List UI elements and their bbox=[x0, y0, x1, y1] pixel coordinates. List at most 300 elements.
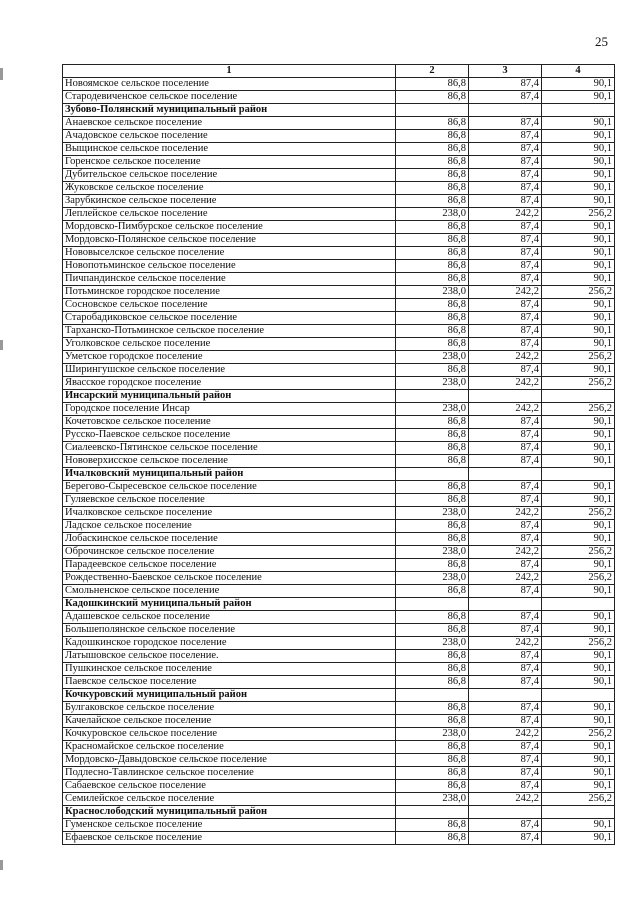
value-col-3: 87,4 bbox=[469, 819, 542, 832]
table-row bbox=[63, 585, 615, 598]
value-col-2: 238,0 bbox=[396, 572, 469, 585]
value-col-2: 86,8 bbox=[396, 143, 469, 156]
value-col-2: 238,0 bbox=[396, 637, 469, 650]
allocation-table bbox=[62, 64, 615, 845]
settlement-name: Булгаковское сельское поселение bbox=[63, 702, 396, 715]
value-col-2: 86,8 bbox=[396, 195, 469, 208]
value-col-4: 90,1 bbox=[542, 260, 615, 273]
value-col-2: 86,8 bbox=[396, 715, 469, 728]
value-col-2: 86,8 bbox=[396, 260, 469, 273]
table-row bbox=[63, 637, 615, 650]
table-row bbox=[63, 676, 615, 689]
settlement-name: Выщинское сельское поселение bbox=[63, 143, 396, 156]
table-row bbox=[63, 325, 615, 338]
settlement-name: Зарубкинское сельское поселение bbox=[63, 195, 396, 208]
value-col-2 bbox=[396, 390, 469, 403]
settlement-name: Рождественно-Баевское сельское поселение bbox=[63, 572, 396, 585]
value-col-2: 86,8 bbox=[396, 156, 469, 169]
value-col-2: 238,0 bbox=[396, 377, 469, 390]
settlement-name: Мордовско-Давыдовское сельское поселение bbox=[63, 754, 396, 767]
value-col-4: 90,1 bbox=[542, 312, 615, 325]
settlement-name: Стародевиченское сельское поселение bbox=[63, 91, 396, 104]
settlement-name: Паевское сельское поселение bbox=[63, 676, 396, 689]
table-row bbox=[63, 559, 615, 572]
value-col-4: 256,2 bbox=[542, 377, 615, 390]
value-col-4: 90,1 bbox=[542, 247, 615, 260]
settlement-name: Явасское городское поселение bbox=[63, 377, 396, 390]
value-col-4: 256,2 bbox=[542, 208, 615, 221]
table-row bbox=[63, 143, 615, 156]
district-header-row bbox=[63, 390, 615, 403]
settlement-name: Ширингушское сельское поселение bbox=[63, 364, 396, 377]
value-col-3: 87,4 bbox=[469, 195, 542, 208]
table-row bbox=[63, 611, 615, 624]
table-row bbox=[63, 286, 615, 299]
value-col-4: 90,1 bbox=[542, 663, 615, 676]
value-col-2: 86,8 bbox=[396, 702, 469, 715]
settlement-name: Сабаевское сельское поселение bbox=[63, 780, 396, 793]
value-col-3: 87,4 bbox=[469, 754, 542, 767]
value-col-3: 87,4 bbox=[469, 78, 542, 91]
value-col-2 bbox=[396, 689, 469, 702]
value-col-2: 238,0 bbox=[396, 728, 469, 741]
value-col-3: 87,4 bbox=[469, 364, 542, 377]
table-row bbox=[63, 819, 615, 832]
settlement-name: Смольненское сельское поселение bbox=[63, 585, 396, 598]
table-row bbox=[63, 702, 615, 715]
value-col-4: 90,1 bbox=[542, 429, 615, 442]
table-row bbox=[63, 455, 615, 468]
settlement-name: Парадеевское сельское поселение bbox=[63, 559, 396, 572]
value-col-3: 87,4 bbox=[469, 611, 542, 624]
settlement-name: Латышовское сельское поселение. bbox=[63, 650, 396, 663]
settlement-name: Ладское сельское поселение bbox=[63, 520, 396, 533]
value-col-2: 238,0 bbox=[396, 793, 469, 806]
value-col-3: 87,4 bbox=[469, 130, 542, 143]
table-row bbox=[63, 442, 615, 455]
settlement-name: Старобадиковское сельское поселение bbox=[63, 312, 396, 325]
value-col-3: 242,2 bbox=[469, 507, 542, 520]
table-row bbox=[63, 299, 615, 312]
settlement-name: Зубово-Полянский муниципальный район bbox=[63, 104, 396, 117]
settlement-name: Городское поселение Инсар bbox=[63, 403, 396, 416]
value-col-3: 87,4 bbox=[469, 494, 542, 507]
value-col-4: 90,1 bbox=[542, 481, 615, 494]
value-col-2: 86,8 bbox=[396, 234, 469, 247]
value-col-3: 87,4 bbox=[469, 676, 542, 689]
table-row bbox=[63, 572, 615, 585]
value-col-2: 86,8 bbox=[396, 78, 469, 91]
value-col-3: 87,4 bbox=[469, 260, 542, 273]
value-col-3: 87,4 bbox=[469, 650, 542, 663]
table-body bbox=[63, 78, 615, 845]
value-col-4: 256,2 bbox=[542, 507, 615, 520]
table-row bbox=[63, 780, 615, 793]
value-col-2: 86,8 bbox=[396, 520, 469, 533]
table-row bbox=[63, 130, 615, 143]
value-col-4: 90,1 bbox=[542, 169, 615, 182]
table-row bbox=[63, 338, 615, 351]
value-col-2 bbox=[396, 806, 469, 819]
value-col-4: 256,2 bbox=[542, 351, 615, 364]
settlement-name: Тарханско-Потьминское сельское поселение bbox=[63, 325, 396, 338]
table-row bbox=[63, 741, 615, 754]
value-col-2: 86,8 bbox=[396, 780, 469, 793]
table-row bbox=[63, 91, 615, 104]
table-row bbox=[63, 169, 615, 182]
header-col-4: 4 bbox=[542, 65, 615, 78]
scan-mark bbox=[0, 340, 3, 350]
value-col-4: 90,1 bbox=[542, 520, 615, 533]
table-row bbox=[63, 156, 615, 169]
value-col-2: 86,8 bbox=[396, 611, 469, 624]
settlement-name: Ичалковское сельское поселение bbox=[63, 507, 396, 520]
district-header-row bbox=[63, 104, 615, 117]
value-col-4: 90,1 bbox=[542, 780, 615, 793]
value-col-3: 87,4 bbox=[469, 312, 542, 325]
value-col-4 bbox=[542, 104, 615, 117]
value-col-2: 86,8 bbox=[396, 585, 469, 598]
value-col-4: 90,1 bbox=[542, 299, 615, 312]
value-col-3: 87,4 bbox=[469, 715, 542, 728]
value-col-2: 86,8 bbox=[396, 221, 469, 234]
scan-mark bbox=[0, 860, 3, 870]
value-col-3: 87,4 bbox=[469, 273, 542, 286]
table-row bbox=[63, 507, 615, 520]
value-col-3: 87,4 bbox=[469, 299, 542, 312]
value-col-4: 90,1 bbox=[542, 78, 615, 91]
value-col-4: 90,1 bbox=[542, 676, 615, 689]
value-col-4: 90,1 bbox=[542, 416, 615, 429]
settlement-name: Берегово-Сыресевское сельское поселение bbox=[63, 481, 396, 494]
table-row bbox=[63, 728, 615, 741]
value-col-4: 90,1 bbox=[542, 130, 615, 143]
table-row bbox=[63, 247, 615, 260]
value-col-2: 86,8 bbox=[396, 559, 469, 572]
value-col-3: 87,4 bbox=[469, 455, 542, 468]
table-row bbox=[63, 546, 615, 559]
table-row bbox=[63, 377, 615, 390]
settlement-name: Гуменское сельское поселение bbox=[63, 819, 396, 832]
value-col-4 bbox=[542, 806, 615, 819]
value-col-4: 256,2 bbox=[542, 286, 615, 299]
table-row bbox=[63, 117, 615, 130]
settlement-name: Уметское городское поселение bbox=[63, 351, 396, 364]
value-col-2: 238,0 bbox=[396, 507, 469, 520]
value-col-4: 256,2 bbox=[542, 546, 615, 559]
value-col-3: 87,4 bbox=[469, 91, 542, 104]
value-col-3: 87,4 bbox=[469, 442, 542, 455]
district-header-row bbox=[63, 468, 615, 481]
value-col-2: 86,8 bbox=[396, 247, 469, 260]
value-col-4: 90,1 bbox=[542, 234, 615, 247]
value-col-4: 256,2 bbox=[542, 403, 615, 416]
value-col-2: 86,8 bbox=[396, 624, 469, 637]
value-col-3: 242,2 bbox=[469, 351, 542, 364]
value-col-2: 86,8 bbox=[396, 429, 469, 442]
settlement-name: Нововерхисское сельское поселение bbox=[63, 455, 396, 468]
table-row bbox=[63, 624, 615, 637]
value-col-3 bbox=[469, 468, 542, 481]
value-col-3: 87,4 bbox=[469, 624, 542, 637]
value-col-2 bbox=[396, 104, 469, 117]
settlement-name: Кадошкинский муниципальный район bbox=[63, 598, 396, 611]
value-col-3: 87,4 bbox=[469, 338, 542, 351]
table-row bbox=[63, 429, 615, 442]
settlement-name: Семилейское сельское поселение bbox=[63, 793, 396, 806]
value-col-4: 90,1 bbox=[542, 364, 615, 377]
value-col-4: 90,1 bbox=[542, 819, 615, 832]
value-col-3: 87,4 bbox=[469, 117, 542, 130]
value-col-2: 86,8 bbox=[396, 169, 469, 182]
value-col-3: 87,4 bbox=[469, 169, 542, 182]
value-col-2: 86,8 bbox=[396, 832, 469, 845]
value-col-2: 86,8 bbox=[396, 117, 469, 130]
value-col-4: 90,1 bbox=[542, 741, 615, 754]
settlement-name: Кочетовское сельское поселение bbox=[63, 416, 396, 429]
value-col-3: 87,4 bbox=[469, 520, 542, 533]
settlement-name: Потьминское городское поселение bbox=[63, 286, 396, 299]
value-col-2: 86,8 bbox=[396, 481, 469, 494]
table-row bbox=[63, 312, 615, 325]
settlement-name: Кочкуровский муниципальный район bbox=[63, 689, 396, 702]
value-col-2: 86,8 bbox=[396, 130, 469, 143]
value-col-2: 86,8 bbox=[396, 416, 469, 429]
value-col-3: 242,2 bbox=[469, 793, 542, 806]
value-col-4: 90,1 bbox=[542, 455, 615, 468]
value-col-4 bbox=[542, 390, 615, 403]
value-col-4: 256,2 bbox=[542, 728, 615, 741]
value-col-3 bbox=[469, 806, 542, 819]
settlement-name: Уголковское сельское поселение bbox=[63, 338, 396, 351]
value-col-4: 90,1 bbox=[542, 767, 615, 780]
district-header-row bbox=[63, 806, 615, 819]
settlement-name: Новоямское сельское поселение bbox=[63, 78, 396, 91]
table-row bbox=[63, 273, 615, 286]
value-col-4: 90,1 bbox=[542, 650, 615, 663]
settlement-name: Мордовско-Полянское сельское поселение bbox=[63, 234, 396, 247]
value-col-4 bbox=[542, 598, 615, 611]
table-row bbox=[63, 182, 615, 195]
settlement-name: Лобаскинское сельское поселение bbox=[63, 533, 396, 546]
value-col-4: 90,1 bbox=[542, 338, 615, 351]
value-col-2: 86,8 bbox=[396, 338, 469, 351]
value-col-4 bbox=[542, 468, 615, 481]
value-col-4: 90,1 bbox=[542, 702, 615, 715]
settlement-name: Адашевское сельское поселение bbox=[63, 611, 396, 624]
settlement-name: Горенское сельское поселение bbox=[63, 156, 396, 169]
value-col-3: 87,4 bbox=[469, 533, 542, 546]
table-row bbox=[63, 663, 615, 676]
settlement-name: Оброчинское сельское поселение bbox=[63, 546, 396, 559]
value-col-4: 90,1 bbox=[542, 273, 615, 286]
scan-mark bbox=[0, 68, 3, 80]
page-number: 25 bbox=[595, 34, 608, 49]
value-col-3: 87,4 bbox=[469, 702, 542, 715]
value-col-3: 87,4 bbox=[469, 481, 542, 494]
value-col-3: 242,2 bbox=[469, 377, 542, 390]
value-col-3: 242,2 bbox=[469, 403, 542, 416]
value-col-2: 86,8 bbox=[396, 494, 469, 507]
value-col-4: 90,1 bbox=[542, 832, 615, 845]
value-col-2: 238,0 bbox=[396, 286, 469, 299]
value-col-4: 256,2 bbox=[542, 793, 615, 806]
settlement-name: Новопотьминское сельское поселение bbox=[63, 260, 396, 273]
value-col-2: 86,8 bbox=[396, 819, 469, 832]
settlement-name: Сиалеевско-Пятинское сельское поселение bbox=[63, 442, 396, 455]
value-col-3: 87,4 bbox=[469, 416, 542, 429]
value-col-4: 90,1 bbox=[542, 117, 615, 130]
value-col-4: 90,1 bbox=[542, 611, 615, 624]
settlement-name: Кочкуровское сельское поселение bbox=[63, 728, 396, 741]
settlement-name: Ичалковский муниципальный район bbox=[63, 468, 396, 481]
value-col-2: 86,8 bbox=[396, 182, 469, 195]
value-col-2: 86,8 bbox=[396, 325, 469, 338]
settlement-name: Ефаевское сельское поселение bbox=[63, 832, 396, 845]
settlement-name: Жуковское сельское поселение bbox=[63, 182, 396, 195]
settlement-name: Инсарский муниципальный район bbox=[63, 390, 396, 403]
table-row bbox=[63, 260, 615, 273]
value-col-3: 87,4 bbox=[469, 429, 542, 442]
value-col-2: 86,8 bbox=[396, 650, 469, 663]
table-row bbox=[63, 793, 615, 806]
value-col-3: 87,4 bbox=[469, 143, 542, 156]
settlement-name: Красномайское сельское поселение bbox=[63, 741, 396, 754]
value-col-2: 238,0 bbox=[396, 208, 469, 221]
value-col-3: 87,4 bbox=[469, 234, 542, 247]
value-col-2: 86,8 bbox=[396, 364, 469, 377]
value-col-2: 238,0 bbox=[396, 403, 469, 416]
value-col-3: 242,2 bbox=[469, 637, 542, 650]
table-row bbox=[63, 195, 615, 208]
table-row bbox=[63, 221, 615, 234]
value-col-3: 87,4 bbox=[469, 559, 542, 572]
value-col-2: 238,0 bbox=[396, 351, 469, 364]
value-col-3: 242,2 bbox=[469, 208, 542, 221]
table-row bbox=[63, 78, 615, 91]
table-row bbox=[63, 832, 615, 845]
value-col-3 bbox=[469, 689, 542, 702]
value-col-3: 242,2 bbox=[469, 572, 542, 585]
value-col-4: 256,2 bbox=[542, 572, 615, 585]
value-col-3 bbox=[469, 390, 542, 403]
value-col-4: 90,1 bbox=[542, 143, 615, 156]
value-col-3: 87,4 bbox=[469, 221, 542, 234]
settlement-name: Качелайское сельское поселение bbox=[63, 715, 396, 728]
settlement-name: Гуляевское сельское поселение bbox=[63, 494, 396, 507]
settlement-name: Леплейское сельское поселение bbox=[63, 208, 396, 221]
value-col-3: 87,4 bbox=[469, 325, 542, 338]
settlement-name: Пушкинское сельское поселение bbox=[63, 663, 396, 676]
value-col-2: 238,0 bbox=[396, 546, 469, 559]
value-col-2: 86,8 bbox=[396, 754, 469, 767]
settlement-name: Нововыселское сельское поселение bbox=[63, 247, 396, 260]
value-col-3: 87,4 bbox=[469, 663, 542, 676]
value-col-4: 90,1 bbox=[542, 585, 615, 598]
table-row bbox=[63, 520, 615, 533]
value-col-4: 90,1 bbox=[542, 624, 615, 637]
header-col-3: 3 bbox=[469, 65, 542, 78]
table-row bbox=[63, 351, 615, 364]
value-col-3: 87,4 bbox=[469, 585, 542, 598]
value-col-4: 256,2 bbox=[542, 637, 615, 650]
district-header-row bbox=[63, 598, 615, 611]
value-col-3: 87,4 bbox=[469, 780, 542, 793]
value-col-3: 242,2 bbox=[469, 546, 542, 559]
value-col-4: 90,1 bbox=[542, 91, 615, 104]
district-header-row bbox=[63, 689, 615, 702]
settlement-name: Кадошкинское городское поселение bbox=[63, 637, 396, 650]
settlement-name: Краснослободский муниципальный район bbox=[63, 806, 396, 819]
value-col-3: 87,4 bbox=[469, 156, 542, 169]
value-col-4 bbox=[542, 689, 615, 702]
value-col-4: 90,1 bbox=[542, 156, 615, 169]
value-col-2: 86,8 bbox=[396, 676, 469, 689]
value-col-2: 86,8 bbox=[396, 442, 469, 455]
value-col-4: 90,1 bbox=[542, 754, 615, 767]
value-col-2: 86,8 bbox=[396, 299, 469, 312]
table-row bbox=[63, 494, 615, 507]
value-col-2 bbox=[396, 598, 469, 611]
table-row bbox=[63, 403, 615, 416]
value-col-3: 87,4 bbox=[469, 767, 542, 780]
value-col-3: 87,4 bbox=[469, 182, 542, 195]
settlement-name: Мордовско-Пимбурское сельское поселение bbox=[63, 221, 396, 234]
header-col-2: 2 bbox=[396, 65, 469, 78]
table-header-row bbox=[63, 65, 615, 78]
settlement-name: Сосновское сельское поселение bbox=[63, 299, 396, 312]
value-col-4: 90,1 bbox=[542, 195, 615, 208]
value-col-4: 90,1 bbox=[542, 559, 615, 572]
table-row bbox=[63, 533, 615, 546]
value-col-2: 86,8 bbox=[396, 91, 469, 104]
value-col-2: 86,8 bbox=[396, 455, 469, 468]
value-col-4: 90,1 bbox=[542, 494, 615, 507]
value-col-4: 90,1 bbox=[542, 182, 615, 195]
value-col-2: 86,8 bbox=[396, 273, 469, 286]
value-col-2: 86,8 bbox=[396, 663, 469, 676]
table-row bbox=[63, 481, 615, 494]
table-row bbox=[63, 234, 615, 247]
table-row bbox=[63, 416, 615, 429]
value-col-2: 86,8 bbox=[396, 533, 469, 546]
value-col-3 bbox=[469, 598, 542, 611]
settlement-name: Большеполянское сельское поселение bbox=[63, 624, 396, 637]
value-col-3: 87,4 bbox=[469, 741, 542, 754]
settlement-name: Русско-Паевское сельское поселение bbox=[63, 429, 396, 442]
settlement-name: Пичпандинское сельское поселение bbox=[63, 273, 396, 286]
value-col-3: 242,2 bbox=[469, 286, 542, 299]
table-row bbox=[63, 650, 615, 663]
table-row bbox=[63, 754, 615, 767]
settlement-name: Дубительское сельское поселение bbox=[63, 169, 396, 182]
value-col-4: 90,1 bbox=[542, 325, 615, 338]
value-col-4: 90,1 bbox=[542, 221, 615, 234]
table-row bbox=[63, 715, 615, 728]
settlement-name: Ачадовское сельское поселение bbox=[63, 130, 396, 143]
settlement-name: Подлесно-Тавлинское сельское поселение bbox=[63, 767, 396, 780]
value-col-3: 87,4 bbox=[469, 247, 542, 260]
table-row bbox=[63, 767, 615, 780]
header-col-1: 1 bbox=[63, 65, 396, 78]
settlement-name: Анаевское сельское поселение bbox=[63, 117, 396, 130]
value-col-4: 90,1 bbox=[542, 715, 615, 728]
table-row bbox=[63, 208, 615, 221]
table-row bbox=[63, 364, 615, 377]
value-col-3: 242,2 bbox=[469, 728, 542, 741]
value-col-2: 86,8 bbox=[396, 767, 469, 780]
value-col-4: 90,1 bbox=[542, 533, 615, 546]
